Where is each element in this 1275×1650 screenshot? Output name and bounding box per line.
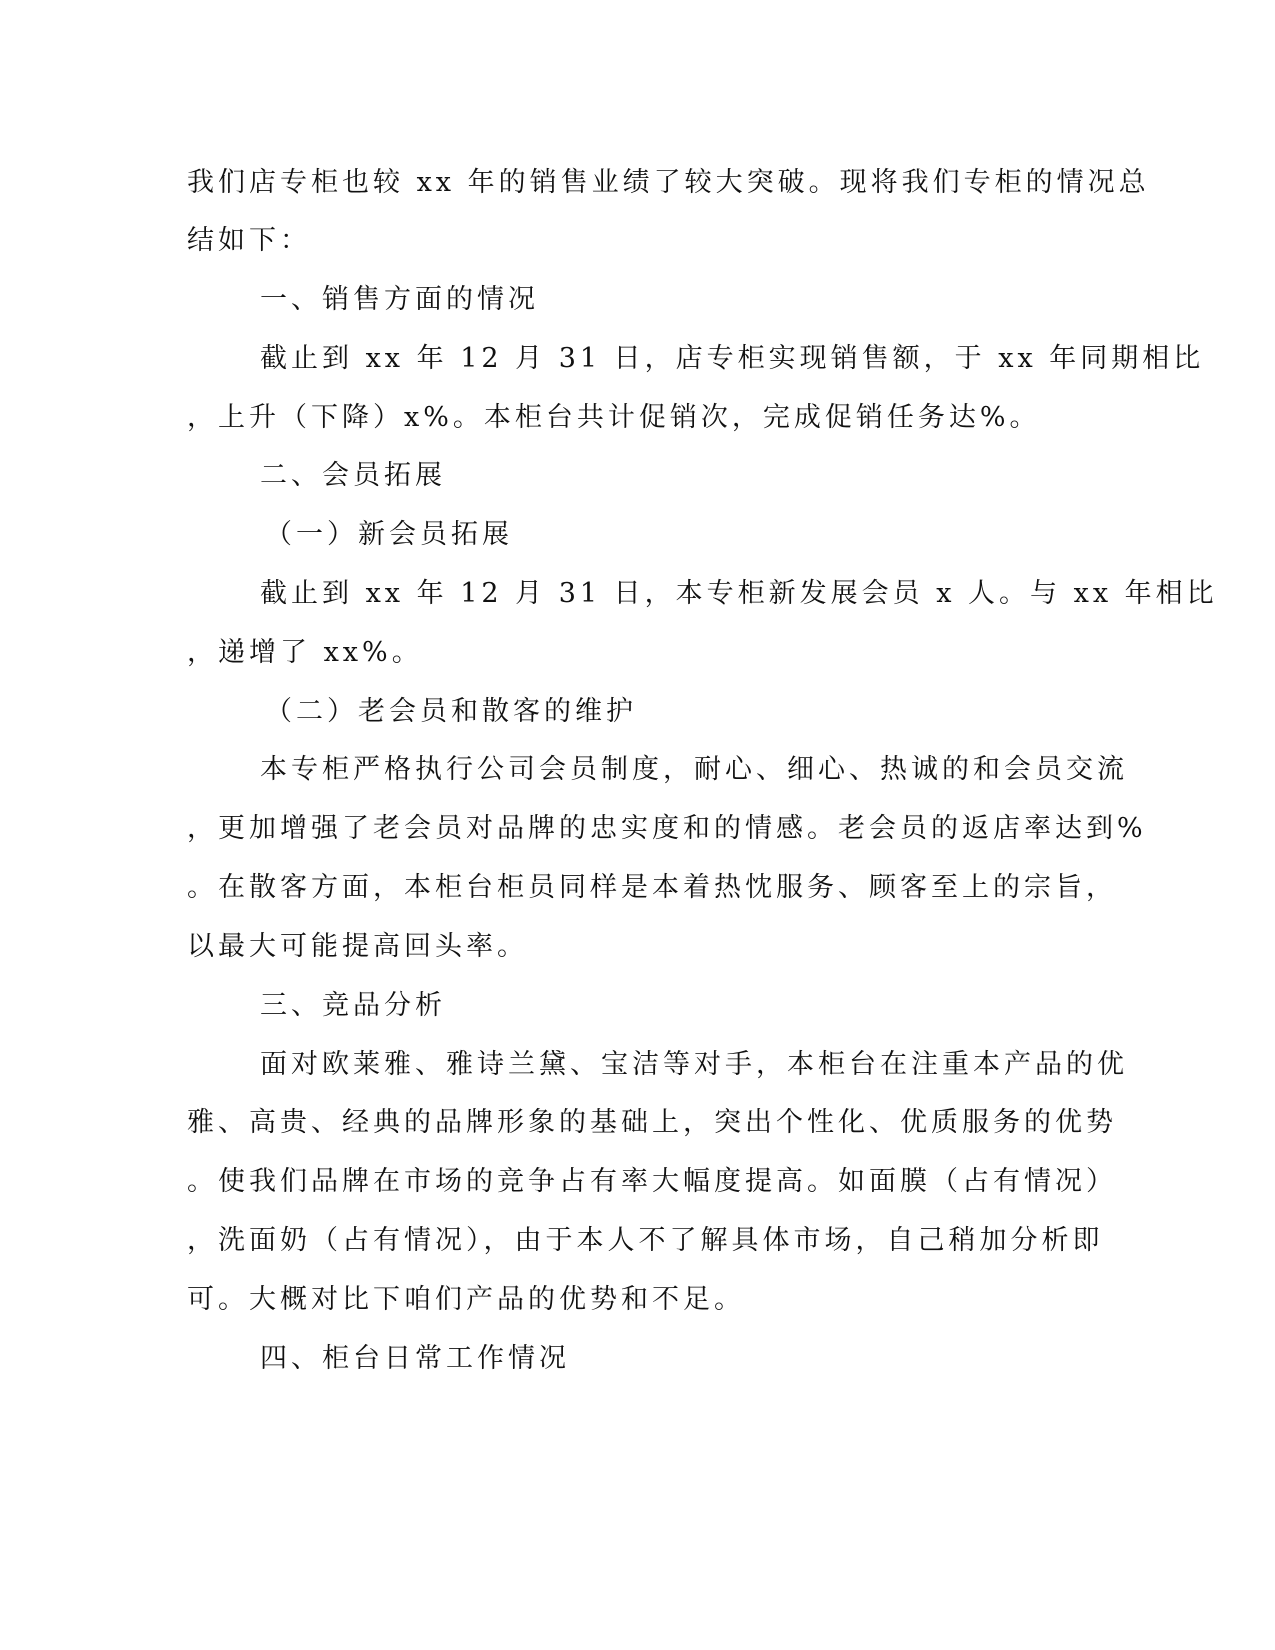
paragraph-new-members-line-1: 截止到 xx 年 12 月 31 日，本专柜新发展会员 x 人。与 xx 年相比 bbox=[260, 578, 1218, 609]
paragraph-old-members-line-1: 本专柜严格执行公司会员制度，耐心、细心、热诚的和会员交流 bbox=[260, 754, 1128, 785]
section-heading-competition: 三、竞品分析 bbox=[260, 990, 446, 1021]
section-heading-members: 二、会员拓展 bbox=[260, 460, 446, 491]
paragraph-sales-line-1: 截止到 xx 年 12 月 31 日，店专柜实现销售额，于 xx 年同期相比 bbox=[260, 343, 1205, 374]
paragraph-old-members-line-4: 以最大可能提高回头率。 bbox=[187, 931, 528, 962]
paragraph-competition-line-3: 。使我们品牌在市场的竞争占有率大幅度提高。如面膜（占有情况） bbox=[187, 1166, 1117, 1197]
paragraph-old-members-line-3: 。在散客方面，本柜台柜员同样是本着热忱服务、顾客至上的宗旨， bbox=[187, 872, 1117, 903]
subsection-heading-old-members: （二）老会员和散客的维护 bbox=[265, 696, 637, 727]
section-heading-sales: 一、销售方面的情况 bbox=[260, 284, 539, 315]
paragraph-competition-line-1: 面对欧莱雅、雅诗兰黛、宝洁等对手，本柜台在注重本产品的优 bbox=[260, 1049, 1128, 1080]
paragraph-intro-line-2: 结如下： bbox=[187, 225, 311, 256]
subsection-heading-new-members: （一）新会员拓展 bbox=[265, 519, 513, 550]
paragraph-competition-line-2: 雅、高贵、经典的品牌形象的基础上，突出个性化、优质服务的优势 bbox=[187, 1107, 1117, 1138]
paragraph-competition-line-4: ，洗面奶（占有情况），由于本人不了解具体市场，自己稍加分析即 bbox=[187, 1225, 1104, 1256]
paragraph-intro-line-1: 我们店专柜也较 xx 年的销售业绩了较大突破。现将我们专柜的情况总 bbox=[187, 167, 1150, 198]
paragraph-old-members-line-2: ，更加增强了老会员对品牌的忠实度和的情感。老会员的返店率达到% bbox=[187, 813, 1147, 844]
section-heading-daily-work: 四、柜台日常工作情况 bbox=[260, 1343, 570, 1374]
paragraph-sales-line-2: ，上升（下降）x%。本柜台共计促销次，完成促销任务达%。 bbox=[187, 402, 1041, 433]
paragraph-competition-line-5: 可。大概对比下咱们产品的优势和不足。 bbox=[187, 1284, 745, 1315]
paragraph-new-members-line-2: ，递增了 xx%。 bbox=[187, 637, 423, 668]
